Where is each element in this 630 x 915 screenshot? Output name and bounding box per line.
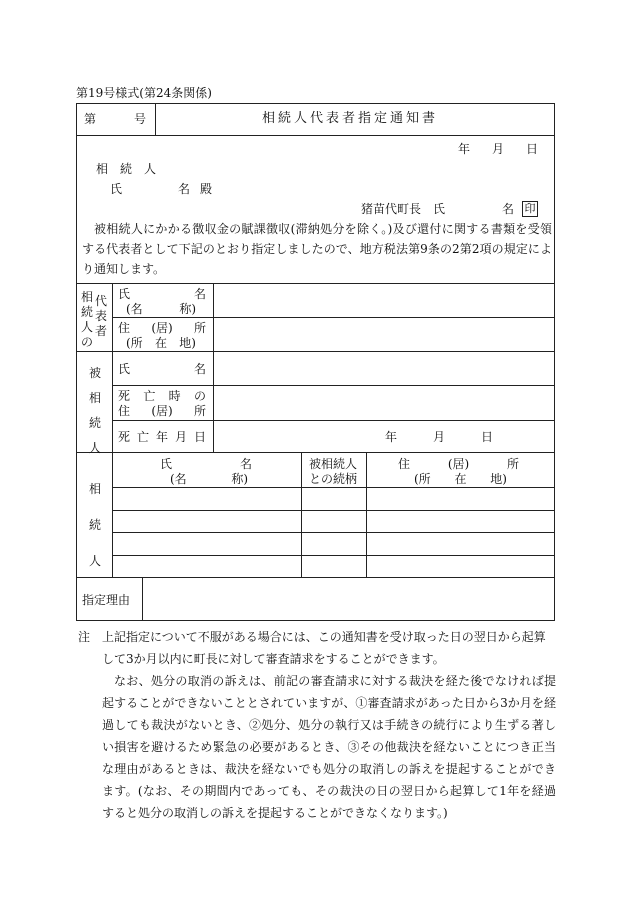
addressee-name-suffix: 名 <box>178 182 191 196</box>
heirs-col-relation-header-1: 被相続人 <box>309 457 358 471</box>
heirs-col-relation-header-2: との続柄 <box>309 472 358 486</box>
heirs-row-border-1 <box>112 510 555 511</box>
rep-name-label: 氏 名 <box>118 287 206 301</box>
note-paragraph-2: なお、処分の取消の訴えは、前記の審査請求に対する裁決を経た後でなければ提起することができないこととされていますが、①審査請求があった日から3か月を経過しても裁決がないとき、②処分、処分の執行又は手続きの続行により生ずる著しい損害を避けるため緊急の必要があるとき、③その他裁決を経ないことにつき正当な理由があるときは、裁決を経ないでも処分の取消しの訴えを提起することができます。(なお、その期間内であっても、その裁決の日の翌日から起算して1年を経過すると処分の取消しの訴えを提起することができなくなります。) <box>102 674 556 820</box>
issuer-name-suffix: 名 <box>502 202 515 216</box>
notice-number <box>84 112 146 126</box>
deceased-row-border-2 <box>112 420 555 421</box>
heirs-col-name-header: 氏 名 <box>160 457 252 471</box>
rep-name-sub-label: (名 称) <box>126 302 196 316</box>
notice-body-text: 被相続人にかかる徴収金の賦課徴収(滞納処分を除く。)及び還付に関する書類を受領する代表者として下記のとおり指定しましたので、地方税法第9条の2第2項の規定により通知します。 <box>82 222 552 276</box>
heirs-row-border-2 <box>112 532 555 533</box>
group-label-divider <box>112 283 113 577</box>
deceased-row-border-1 <box>112 385 555 386</box>
reason-label: 指定理由 <box>82 593 131 607</box>
death-date-year: 年 <box>385 430 398 444</box>
title-row-divider <box>155 103 156 135</box>
death-date-month: 月 <box>433 430 446 444</box>
rep-address-sub-label: (所 在 地) <box>126 336 196 350</box>
note-paragraph-1: 上記指定について不服がある場合には、この通知書を受け取った日の翌日から起算して3か月以内に町長に対して審査請求をすることができます。 <box>102 630 546 666</box>
rep-group-label-col1: 相 続 人 の <box>80 290 93 349</box>
reason-label-divider <box>142 577 143 621</box>
issuer-title: 猪苗代町長 氏 <box>361 202 446 216</box>
heirs-relation-address-divider <box>366 452 367 577</box>
rep-group-label-col2: 代 表 者 <box>94 294 107 338</box>
heirs-row-border-3 <box>112 555 555 556</box>
rep-address-label: 住 (居) 所 <box>118 321 206 335</box>
deceased-name-label: 氏 名 <box>118 362 206 376</box>
heirs-name-relation-divider <box>301 452 302 577</box>
heirs-header-border <box>112 487 555 488</box>
deceased-death-address-label-1: 死 亡 時 の <box>118 389 206 403</box>
form-label: 第19号様式(第24条関係) <box>76 86 212 100</box>
rep-section-border <box>76 351 555 352</box>
rep-row-border <box>112 317 555 318</box>
heirs-col-name-sub-header: (名 称) <box>170 472 248 486</box>
document-title: 相続人代表者指定通知書 <box>262 111 439 126</box>
number-suffix: 号 <box>133 112 146 126</box>
death-date-day: 日 <box>481 430 494 444</box>
addressee-honorific: 殿 <box>200 182 213 196</box>
addressee-heir-label: 相 続 人 <box>96 162 157 176</box>
heirs-col-address-header: 住 (居) 所 <box>398 457 519 471</box>
note-marker: 注 <box>78 630 91 644</box>
issue-year: 年 <box>458 142 471 156</box>
deceased-death-address-label-2: 住 (居) 所 <box>118 404 206 418</box>
issue-month: 月 <box>492 142 505 156</box>
heirs-col-address-sub-header: (所 在 地) <box>414 472 507 486</box>
addressee-name-label: 氏 <box>110 182 123 196</box>
issue-day: 日 <box>526 142 539 156</box>
item-label-divider <box>213 283 214 452</box>
deceased-death-date-label: 死 亡 年 月 日 <box>118 430 206 444</box>
statement-section-border <box>76 283 555 284</box>
title-row-border <box>76 135 555 136</box>
deceased-group-label: 被 相 続 人 <box>88 366 101 455</box>
number-label: 第 <box>84 112 97 126</box>
heirs-section-border <box>76 577 555 578</box>
seal-mark: 印 <box>522 201 538 217</box>
heirs-group-label: 相 続 人 <box>88 482 101 568</box>
deceased-section-border <box>76 452 555 453</box>
notes-section <box>78 626 556 824</box>
